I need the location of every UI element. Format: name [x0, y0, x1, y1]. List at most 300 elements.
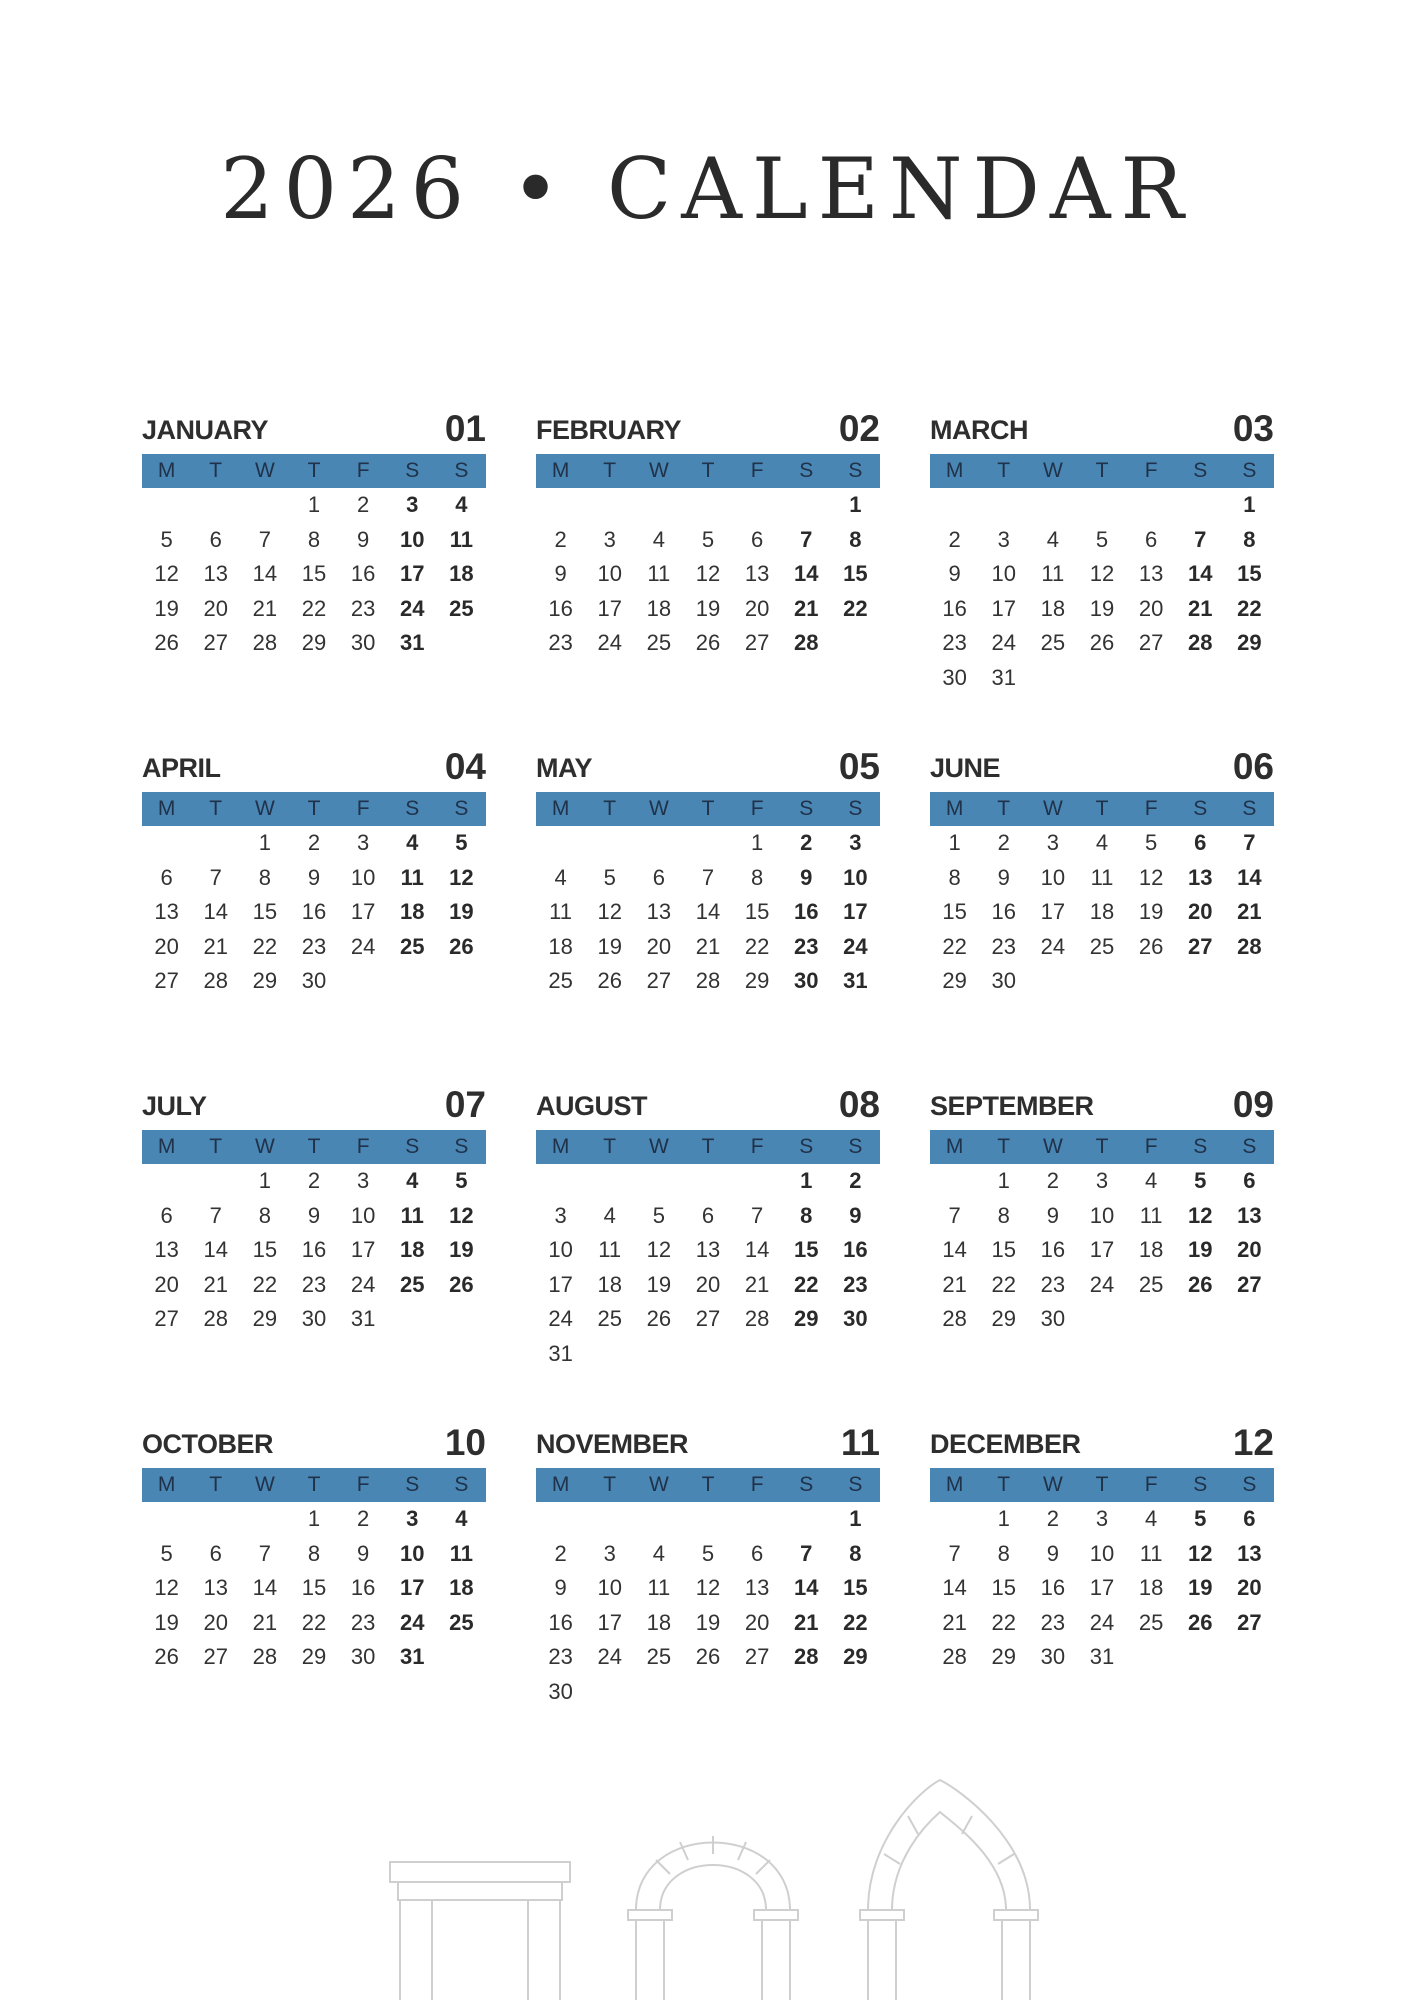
day-cell: 13 [154, 1237, 179, 1262]
day-cell: 27 [695, 1306, 721, 1331]
day-cell: 20 [646, 933, 672, 959]
month-february [536, 410, 880, 661]
month-number: 01 [444, 408, 486, 449]
day-cell: 24 [597, 1644, 622, 1669]
day-cell: 18 [1138, 1237, 1164, 1262]
weekday-label: S [848, 459, 863, 482]
weekday-label: S [848, 797, 863, 820]
day-cell: 16 [942, 595, 967, 621]
day-cell: 19 [449, 899, 474, 924]
weekday-header [536, 1130, 880, 1164]
weekday-label: S [454, 459, 469, 482]
weekday-header [930, 792, 1274, 826]
month-number: 08 [838, 1084, 880, 1125]
day-cell: 1 [948, 830, 961, 855]
day-cell: 2 [357, 492, 370, 517]
day-cell: 29 [843, 1644, 868, 1669]
day-cell: 18 [646, 1609, 672, 1635]
day-cell: 10 [400, 526, 425, 552]
day-cell: 17 [350, 1237, 376, 1262]
empty-cell [536, 488, 585, 523]
day-cell: 20 [744, 1609, 770, 1635]
day-cell: 22 [942, 933, 967, 959]
day-cell: 30 [794, 968, 819, 993]
month-header [536, 1086, 880, 1130]
day-cell: 21 [252, 595, 278, 621]
day-cell: 23 [843, 1271, 868, 1297]
weekday-label: S [405, 797, 420, 820]
empty-cell [733, 1502, 782, 1537]
weekday-header [536, 1468, 880, 1502]
day-cell: 31 [548, 1340, 573, 1366]
weekday-label: F [750, 459, 764, 482]
day-cell: 1 [800, 1168, 813, 1193]
day-cell: 8 [258, 864, 271, 890]
day-cell: 29 [942, 968, 967, 993]
day-cell: 6 [751, 1540, 764, 1566]
day-cell: 2 [997, 830, 1010, 855]
day-cell: 24 [548, 1306, 573, 1331]
weekday-label: T [701, 459, 715, 482]
day-cell: 26 [1188, 1609, 1213, 1635]
day-cell: 16 [301, 899, 327, 924]
day-cell: 14 [1237, 864, 1262, 890]
weekday-label: M [945, 797, 964, 820]
day-cell: 18 [400, 1237, 425, 1262]
month-name: MAY [536, 753, 593, 783]
day-cell: 4 [554, 864, 567, 890]
day-cell: 5 [455, 830, 468, 855]
empty-cell [733, 488, 782, 523]
day-cell: 30 [548, 1678, 573, 1704]
day-cell: 23 [1040, 1271, 1066, 1297]
weekday-label: W [648, 1135, 669, 1158]
day-cell: 16 [301, 1237, 327, 1262]
day-cell: 22 [252, 1271, 278, 1297]
day-cell: 11 [449, 526, 474, 552]
day-cell: 8 [849, 1540, 862, 1566]
day-cell: 28 [695, 968, 721, 993]
weekday-label: F [1144, 459, 1158, 482]
empty-cell [536, 1164, 585, 1199]
empty-cell [930, 1164, 979, 1199]
day-cell: 21 [203, 933, 228, 959]
weekday-label: S [405, 1135, 420, 1158]
day-cell: 11 [598, 1237, 622, 1262]
weekday-label: S [1242, 797, 1257, 820]
empty-cell [240, 1502, 289, 1537]
weekday-label: T [701, 1135, 715, 1158]
day-cell: 11 [647, 1575, 671, 1600]
day-cell: 21 [942, 1271, 967, 1297]
day-cell: 11 [549, 899, 572, 924]
month-may [536, 748, 880, 999]
day-cell: 22 [991, 1271, 1016, 1297]
day-cell: 18 [1040, 595, 1066, 621]
day-cell: 26 [695, 1644, 721, 1669]
day-cell: 26 [646, 1306, 672, 1331]
day-cell: 15 [252, 899, 278, 924]
day-cell: 27 [1188, 933, 1213, 959]
month-number: 03 [1232, 408, 1274, 449]
day-cell: 28 [252, 630, 278, 655]
day-cell: 14 [942, 1575, 967, 1600]
day-cell: 26 [154, 630, 179, 655]
empty-cell [191, 488, 240, 523]
day-cell: 10 [1089, 1540, 1115, 1566]
day-cell: 17 [400, 561, 425, 586]
day-cell: 19 [695, 1609, 721, 1635]
day-cell: 12 [695, 1575, 721, 1600]
day-cell: 23 [991, 933, 1016, 959]
empty-cell [979, 488, 1028, 523]
weekday-label: F [750, 1135, 764, 1158]
day-cell: 1 [997, 1168, 1010, 1193]
weekday-label: S [848, 1135, 863, 1158]
day-cell: 6 [1243, 1168, 1256, 1193]
month-header [536, 1424, 880, 1468]
day-cell: 15 [744, 899, 770, 924]
day-cell: 2 [948, 526, 961, 552]
day-cell: 11 [1139, 1202, 1163, 1228]
empty-cell [634, 1164, 683, 1199]
weekday-label: F [356, 459, 370, 482]
day-cell: 2 [554, 526, 567, 552]
day-cell: 14 [252, 561, 278, 586]
day-cell: 14 [744, 1237, 770, 1262]
day-cell: 4 [652, 1540, 665, 1566]
month-name: JUNE [930, 753, 1001, 783]
day-cell: 7 [209, 1202, 222, 1228]
day-cell: 1 [258, 830, 271, 855]
weekday-label: T [209, 1473, 223, 1496]
day-cell: 3 [357, 1168, 370, 1193]
weekday-label: T [997, 1473, 1011, 1496]
day-cell: 6 [751, 526, 764, 552]
weekday-header [142, 1130, 486, 1164]
day-cell: 3 [849, 830, 862, 855]
day-cell: 12 [154, 1575, 179, 1600]
day-cell: 7 [1243, 830, 1256, 855]
day-cell: 24 [350, 1271, 376, 1297]
day-cell: 17 [843, 899, 868, 924]
day-cell: 31 [991, 664, 1016, 690]
empty-cell [585, 826, 634, 861]
weekday-label: T [307, 1135, 321, 1158]
day-cell: 20 [744, 595, 770, 621]
day-cell: 17 [991, 595, 1016, 621]
day-cell: 5 [701, 1540, 715, 1566]
weekday-label: T [701, 1473, 715, 1496]
day-cell: 4 [1046, 526, 1059, 552]
day-cell: 12 [646, 1237, 672, 1262]
empty-cell [142, 1502, 191, 1537]
day-cell: 28 [942, 1644, 967, 1669]
day-cell: 19 [154, 595, 179, 621]
day-cell: 31 [400, 1644, 425, 1669]
weekday-label: T [307, 797, 321, 820]
weekday-label: M [157, 459, 176, 482]
day-cell: 7 [948, 1202, 961, 1228]
day-cell: 19 [449, 1237, 474, 1262]
month-header [536, 748, 880, 792]
day-cell: 2 [1046, 1168, 1059, 1193]
day-cell: 15 [843, 1575, 868, 1600]
month-name: APRIL [142, 753, 221, 783]
day-cell: 24 [1089, 1609, 1115, 1635]
day-cell: 5 [701, 526, 715, 552]
day-cell: 8 [751, 864, 764, 890]
day-cell: 11 [449, 1540, 474, 1566]
day-cell: 20 [1237, 1575, 1262, 1600]
day-cell: 3 [357, 830, 370, 855]
month-header [142, 1424, 486, 1468]
day-cell: 1 [258, 1168, 271, 1193]
day-cell: 21 [794, 1609, 819, 1635]
month-name: AUGUST [536, 1091, 647, 1121]
weekday-label: W [254, 459, 275, 482]
month-number: 02 [838, 408, 880, 449]
day-cell: 15 [843, 561, 868, 586]
weekday-label: W [254, 1473, 275, 1496]
empty-cell [142, 826, 191, 861]
day-cell: 17 [1089, 1575, 1115, 1600]
day-cell: 23 [301, 1271, 327, 1297]
day-cell: 31 [1089, 1644, 1115, 1669]
day-grid [930, 1502, 1274, 1675]
empty-cell [191, 1164, 240, 1199]
day-cell: 27 [744, 630, 770, 655]
day-cell: 8 [997, 1540, 1010, 1566]
day-cell: 22 [744, 933, 770, 959]
day-cell: 29 [301, 1644, 327, 1669]
day-cell: 23 [548, 1644, 573, 1669]
month-name: MARCH [930, 415, 1028, 445]
day-cell: 27 [154, 1306, 179, 1331]
day-cell: 9 [1046, 1540, 1059, 1566]
day-cell: 28 [942, 1306, 967, 1331]
day-cell: 25 [646, 630, 672, 655]
day-cell: 15 [1237, 561, 1262, 586]
day-cell: 29 [252, 968, 278, 993]
day-grid [536, 488, 880, 661]
weekday-label: S [1193, 459, 1208, 482]
day-cell: 26 [597, 968, 622, 993]
day-cell: 7 [800, 1540, 813, 1566]
day-cell: 16 [794, 899, 819, 924]
day-cell: 2 [307, 830, 321, 855]
day-cell: 9 [307, 864, 321, 890]
month-november [536, 1424, 880, 1709]
day-cell: 14 [794, 561, 819, 586]
day-cell: 3 [603, 526, 616, 552]
day-cell: 13 [695, 1237, 721, 1262]
day-cell: 28 [794, 1644, 819, 1669]
day-cell: 16 [548, 1609, 573, 1635]
day-cell: 8 [307, 526, 321, 552]
weekday-label: T [603, 459, 617, 482]
month-header [142, 410, 486, 454]
empty-cell [1028, 488, 1077, 523]
day-cell: 7 [701, 864, 715, 890]
day-cell: 21 [1188, 595, 1213, 621]
weekday-header [142, 454, 486, 488]
day-cell: 13 [646, 899, 672, 924]
day-cell: 16 [548, 595, 573, 621]
day-cell: 20 [1138, 595, 1164, 621]
weekday-label: F [1144, 1135, 1158, 1158]
day-cell: 3 [406, 1506, 419, 1531]
month-september [930, 1086, 1274, 1337]
weekday-label: T [1095, 1473, 1109, 1496]
day-cell: 9 [357, 526, 370, 552]
day-cell: 14 [1188, 561, 1213, 586]
month-name: DECEMBER [930, 1429, 1081, 1459]
day-cell: 13 [1188, 864, 1213, 890]
weekday-label: S [1242, 459, 1257, 482]
day-cell: 23 [1040, 1609, 1066, 1635]
weekday-label: M [551, 459, 570, 482]
weekday-label: M [945, 459, 964, 482]
month-header [142, 748, 486, 792]
day-cell: 26 [1188, 1271, 1213, 1297]
day-cell: 27 [744, 1644, 770, 1669]
empty-cell [930, 1502, 979, 1537]
day-cell: 15 [301, 561, 327, 586]
weekday-label: S [799, 797, 814, 820]
empty-cell [142, 488, 191, 523]
day-cell: 30 [1040, 1306, 1066, 1331]
weekday-label: F [750, 1473, 764, 1496]
day-cell: 4 [406, 1168, 419, 1193]
empty-cell [683, 1164, 732, 1199]
day-cell: 17 [548, 1271, 573, 1297]
empty-cell [191, 826, 240, 861]
weekday-label: T [1095, 797, 1109, 820]
month-april [142, 748, 486, 999]
weekday-label: W [648, 459, 669, 482]
weekday-label: W [1042, 459, 1063, 482]
month-header [142, 1086, 486, 1130]
day-cell: 18 [548, 933, 573, 959]
day-grid [142, 1502, 486, 1675]
month-march [930, 410, 1274, 695]
day-cell: 29 [1237, 630, 1262, 655]
month-header [536, 410, 880, 454]
day-cell: 5 [1194, 1168, 1207, 1193]
day-cell: 22 [991, 1609, 1016, 1635]
weekday-label: T [997, 797, 1011, 820]
empty-cell [634, 488, 683, 523]
day-cell: 3 [603, 1540, 616, 1566]
day-cell: 15 [252, 1237, 278, 1262]
day-cell: 26 [695, 630, 721, 655]
day-cell: 10 [991, 561, 1016, 586]
day-cell: 24 [597, 630, 622, 655]
weekday-label: S [848, 1473, 863, 1496]
day-cell: 18 [449, 1575, 474, 1600]
weekday-label: M [157, 797, 176, 820]
weekday-label: W [648, 1473, 669, 1496]
day-cell: 5 [1194, 1506, 1207, 1531]
month-october [142, 1424, 486, 1675]
day-cell: 7 [800, 526, 813, 552]
day-cell: 8 [1243, 526, 1256, 552]
month-number: 06 [1232, 746, 1274, 787]
day-cell: 26 [1089, 630, 1115, 655]
month-header [930, 1086, 1274, 1130]
day-cell: 26 [154, 1644, 179, 1669]
day-cell: 5 [160, 526, 173, 552]
day-cell: 3 [1095, 1506, 1109, 1531]
weekday-header [930, 1468, 1274, 1502]
weekday-header [930, 454, 1274, 488]
page-title: 2026 • CALENDAR [220, 140, 1194, 238]
day-cell: 9 [800, 864, 813, 890]
weekday-label: W [254, 797, 275, 820]
empty-cell [930, 488, 979, 523]
day-cell: 1 [751, 830, 764, 855]
day-cell: 31 [400, 630, 425, 655]
month-number: 05 [838, 746, 880, 787]
day-cell: 9 [948, 561, 961, 586]
weekday-label: T [701, 797, 715, 820]
weekday-label: T [209, 1135, 223, 1158]
weekday-label: T [603, 1473, 617, 1496]
day-cell: 20 [1237, 1237, 1262, 1262]
day-cell: 30 [301, 968, 327, 993]
day-cell: 28 [794, 630, 819, 655]
month-number: 07 [444, 1084, 486, 1125]
day-cell: 26 [1138, 933, 1164, 959]
day-cell: 20 [203, 1609, 228, 1635]
day-cell: 26 [449, 1271, 474, 1297]
day-cell: 30 [350, 1644, 376, 1669]
empty-cell [634, 826, 683, 861]
day-cell: 16 [350, 561, 376, 586]
day-cell: 4 [1145, 1168, 1158, 1193]
day-cell: 14 [203, 1237, 228, 1262]
day-cell: 5 [160, 1540, 173, 1566]
month-december [930, 1424, 1274, 1675]
weekday-label: M [551, 1135, 570, 1158]
weekday-label: M [551, 1473, 570, 1496]
day-cell: 21 [1237, 899, 1262, 924]
day-cell: 9 [307, 1202, 321, 1228]
weekday-label: W [1042, 1135, 1063, 1158]
day-cell: 25 [548, 968, 573, 993]
month-name: FEBRUARY [536, 415, 682, 445]
weekday-label: T [603, 1135, 617, 1158]
day-cell: 19 [646, 1271, 672, 1297]
month-july [142, 1086, 486, 1337]
day-cell: 9 [1046, 1202, 1059, 1228]
day-cell: 4 [406, 830, 419, 855]
day-grid [536, 1164, 880, 1371]
day-cell: 3 [554, 1202, 567, 1228]
day-cell: 15 [301, 1575, 327, 1600]
day-cell: 24 [843, 933, 868, 959]
month-august [536, 1086, 880, 1371]
day-cell: 13 [1138, 561, 1164, 586]
day-cell: 7 [258, 526, 271, 552]
weekday-label: S [799, 1473, 814, 1496]
day-cell: 22 [794, 1271, 819, 1297]
day-cell: 17 [400, 1575, 425, 1600]
weekday-label: M [157, 1135, 176, 1158]
empty-cell [733, 1164, 782, 1199]
day-cell: 19 [1089, 595, 1115, 621]
